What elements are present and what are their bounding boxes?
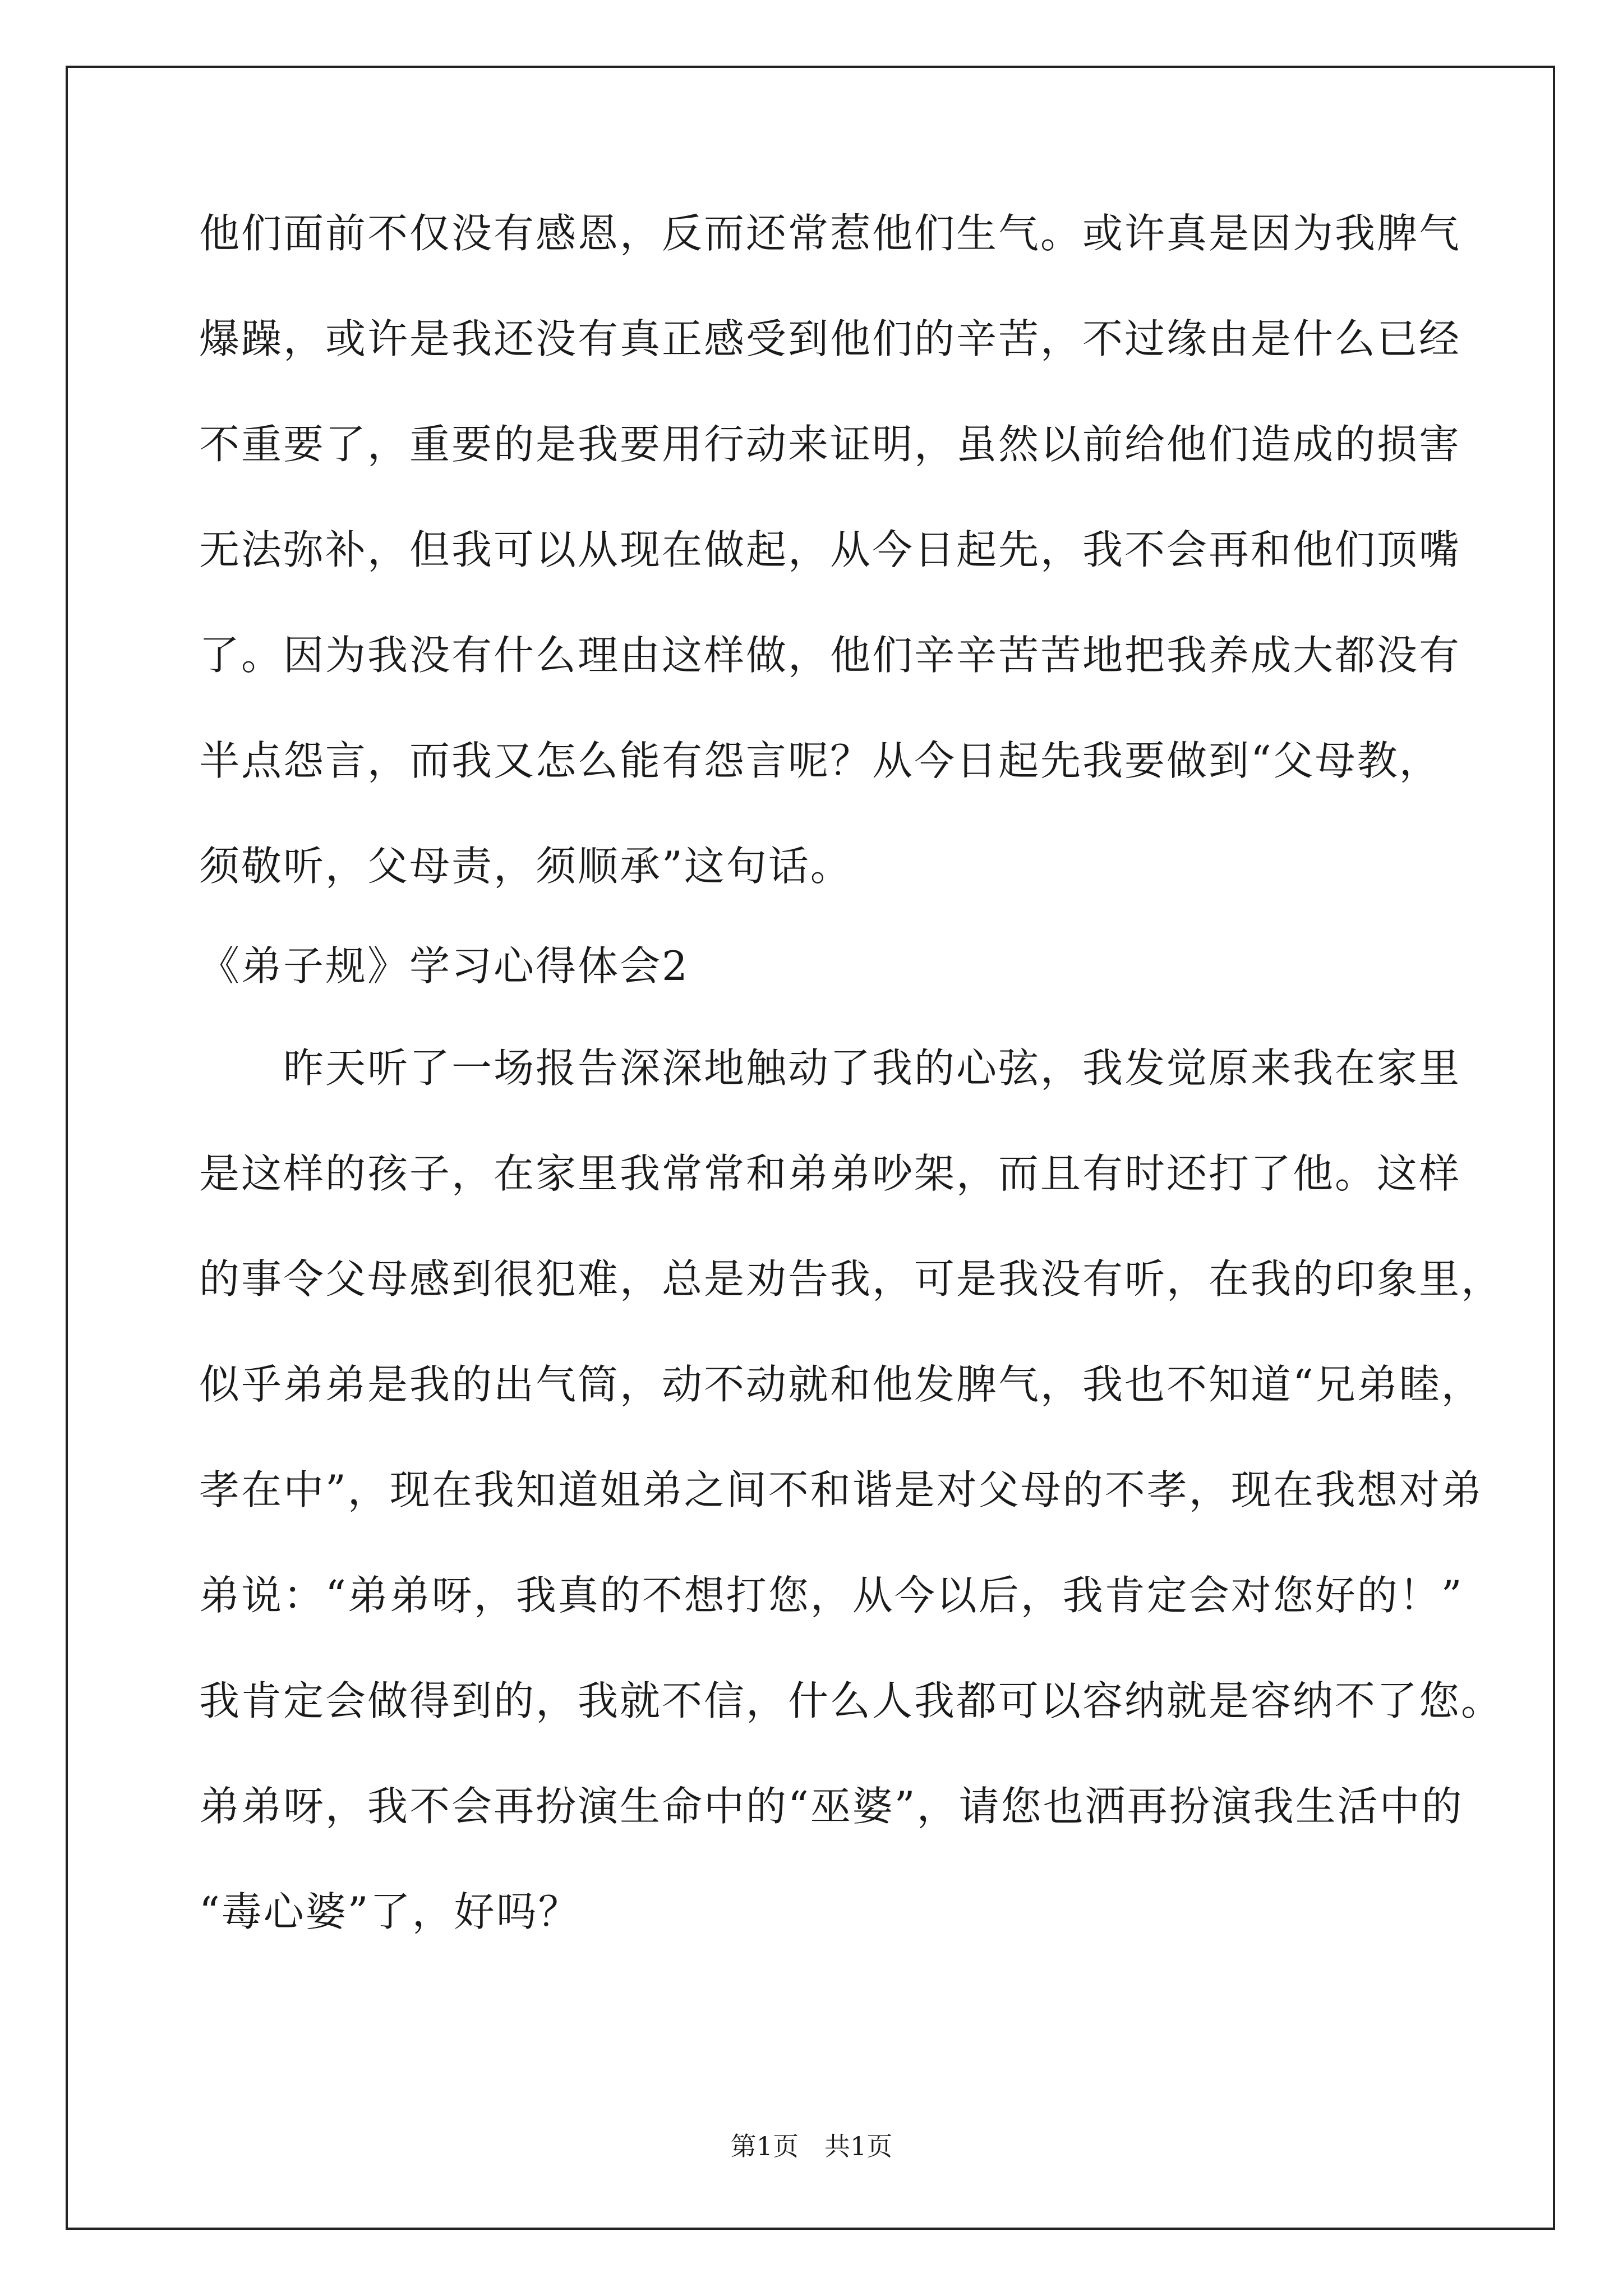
text-line: 爆躁，或许是我还没有真正感受到他们的辛苦，不过缘由是什么已经 (199, 315, 1461, 362)
text-line: 弟说：“弟弟呀，我真的不想打您，从今以后，我肯定会对您好的！” (199, 1572, 1464, 1619)
text-line: 的事令父母感到很犯难，总是劝告我，可是我没有听，在我的印象里， (199, 1255, 1504, 1303)
text-line: 半点怨言，而我又怎么能有怨言呢？从今日起先我要做到“父母教， (199, 737, 1441, 784)
text-line: 须敬听，父母责，须顺承”这句话。 (199, 843, 852, 890)
text-line: 不重要了，重要的是我要用行动来证明，虽然以前给他们造成的损害 (199, 421, 1461, 468)
text-line: 无法弥补，但我可以从现在做起，从今日起先，我不会再和他们顶嘴 (199, 526, 1461, 573)
text-line: 了。因为我没有什么理由这样做，他们辛辛苦苦地把我养成大都没有 (199, 632, 1461, 679)
text-line: 似乎弟弟是我的出气筒，动不动就和他发脾气，我也不知道“兄弟睦， (199, 1361, 1483, 1408)
page-footer: 第1页 共1页 (730, 2131, 893, 2161)
section-heading: 《弟子规》学习心得体会2 (199, 942, 689, 990)
text-line: “毒心婆”了，好吗？ (199, 1888, 580, 1935)
text-line: 他们面前不仅没有感恩，反而还常惹他们生气。或许真是因为我脾气 (199, 210, 1461, 257)
text-line: 昨天听了一场报告深深地触动了我的心弦，我发觉原来我在家里 (199, 1045, 1461, 1092)
text-line: 我肯定会做得到的，我就不信，什么人我都可以容纳就是容纳不了您。 (199, 1677, 1504, 1724)
text-line: 孝在中”，现在我知道姐弟之间不和谐是对父母的不孝，现在我想对弟 (199, 1466, 1483, 1513)
text-line: 是这样的孩子，在家里我常常和弟弟吵架，而且有时还打了他。这样 (199, 1150, 1461, 1197)
text-line: 弟弟呀，我不会再扮演生命中的“巫婆”，请您也洒再扮演我生活中的 (199, 1783, 1464, 1830)
